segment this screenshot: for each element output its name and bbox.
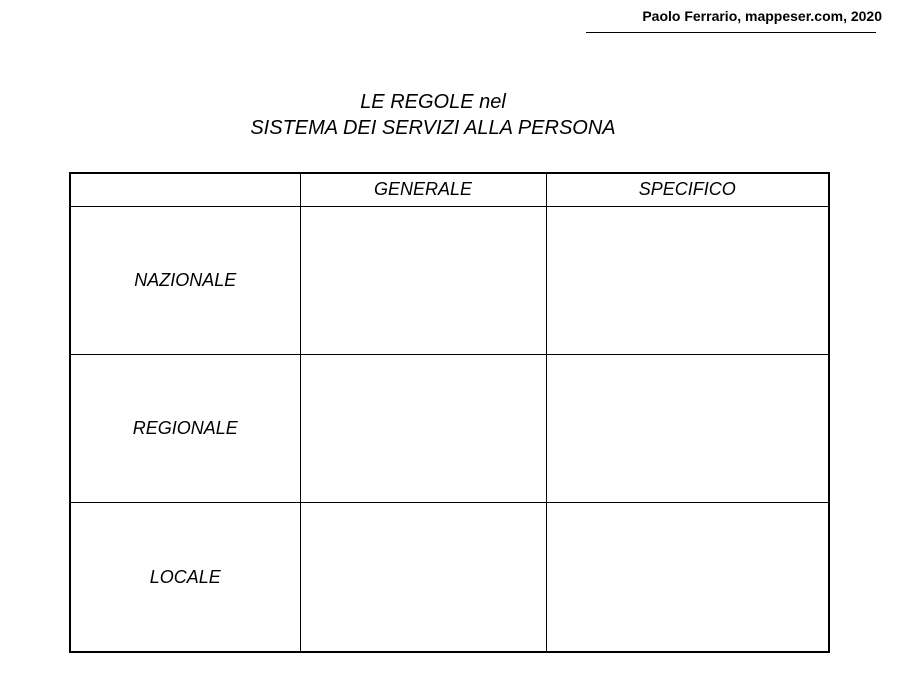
cell-locale-generale (300, 503, 546, 651)
corner-cell (71, 174, 300, 206)
page-title-line-2: SISTEMA DEI SERVIZI ALLA PERSONA (250, 117, 616, 139)
author-credit: Paolo Ferrario, mappeser.com, 2020 (642, 8, 882, 24)
cell-regionale-specifico (546, 354, 828, 502)
table-row-locale (71, 503, 828, 651)
column-header-generale: GENERALE (300, 174, 546, 206)
cell-nazionale-specifico (546, 206, 828, 354)
row-label-nazionale: NAZIONALE (71, 206, 300, 354)
cell-regionale-generale (300, 354, 546, 502)
table-row-nazionale (71, 206, 828, 354)
table-header-row (71, 174, 828, 206)
cell-locale-specifico (546, 503, 828, 651)
column-header-specifico: SPECIFICO (546, 174, 828, 206)
row-label-locale: LOCALE (71, 503, 300, 651)
cell-nazionale-generale (300, 206, 546, 354)
table-row-regionale (71, 354, 828, 502)
credit-underline (586, 32, 876, 33)
page-title-line-1: LE REGOLE nel (360, 91, 506, 113)
rules-table (69, 172, 830, 653)
row-label-regionale: REGIONALE (71, 354, 300, 502)
